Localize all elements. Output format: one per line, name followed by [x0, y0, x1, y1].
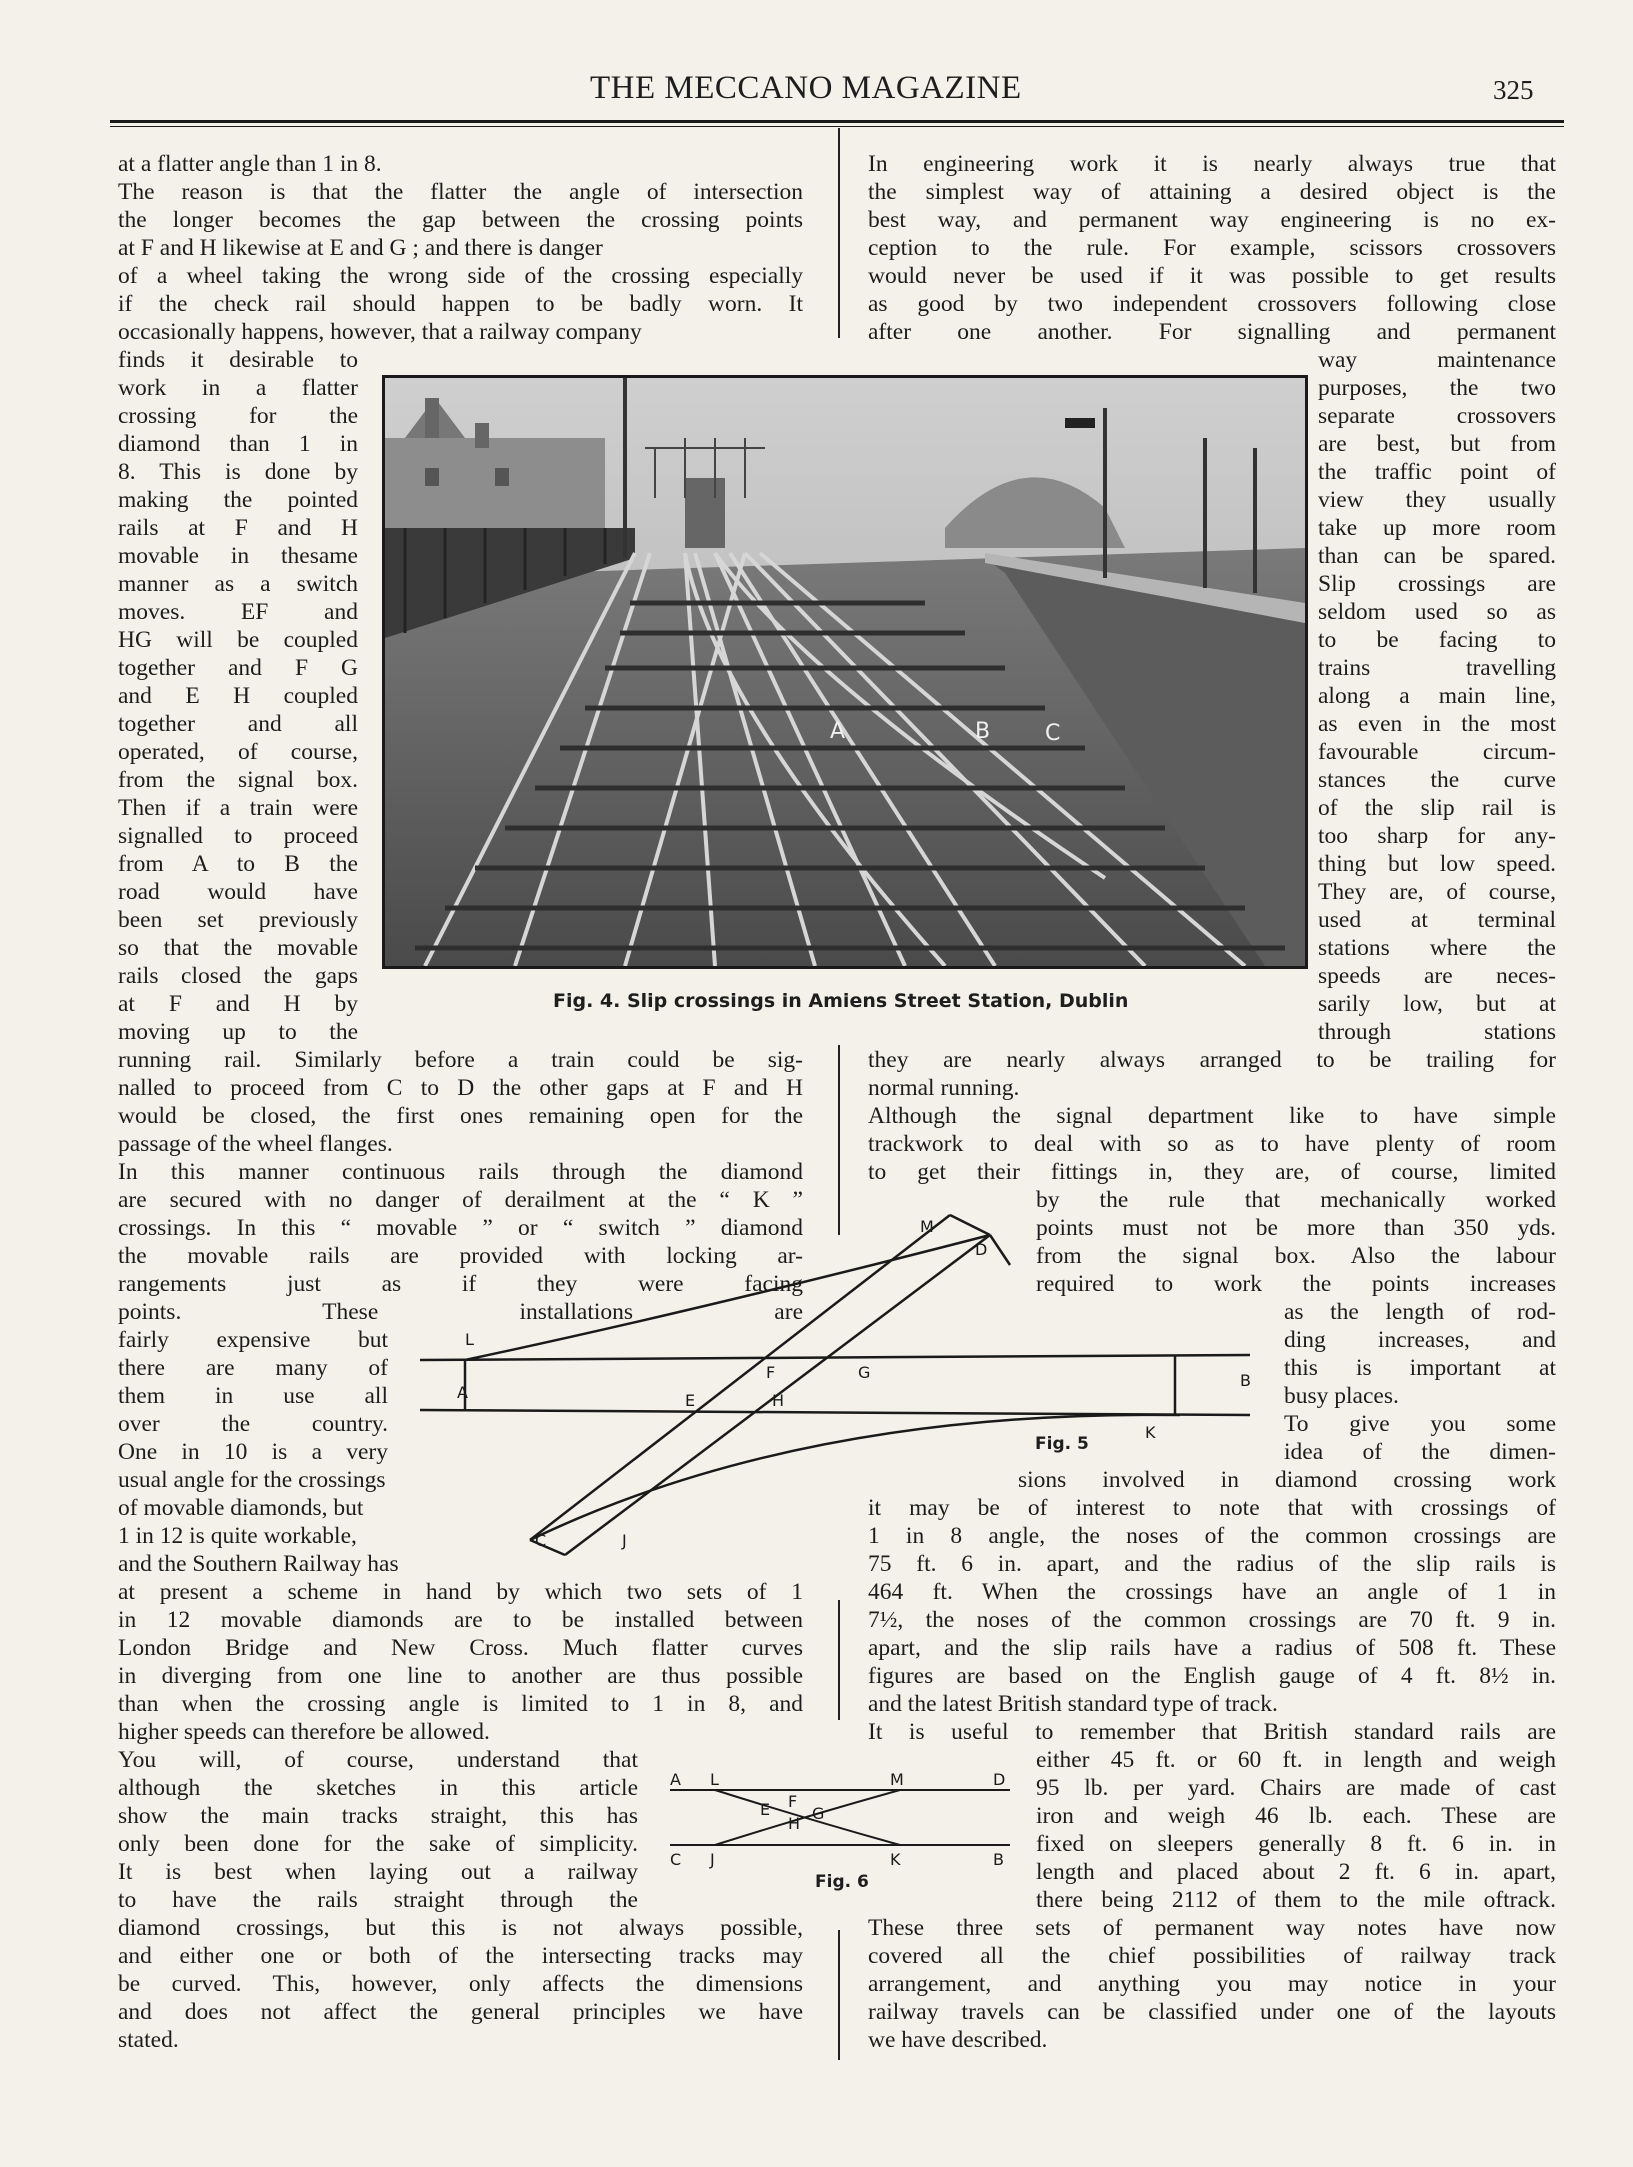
- text-line: diamond than 1 in: [118, 431, 358, 457]
- text-line: and the Southern Railway has: [118, 1551, 399, 1577]
- fig4-caption: Fig. 4. Slip crossings in Amiens Street Station, Dublin: [553, 990, 1129, 1012]
- text-line: fairly expensive but: [118, 1327, 388, 1353]
- fig5-label-k: K: [1145, 1423, 1156, 1442]
- text-line: the movable rails are provided with locking ar-: [118, 1243, 803, 1269]
- text-line: moves. EF and: [118, 599, 358, 625]
- text-line: the traffic point of: [1318, 459, 1556, 485]
- text-line: thing but low speed.: [1318, 851, 1556, 877]
- fig5-label-d: D: [975, 1240, 988, 1259]
- text-line: crossing for the: [118, 403, 358, 429]
- text-line: from A to B the: [118, 851, 358, 877]
- text-line: we have described.: [868, 2027, 1048, 2053]
- text-line: occasionally happens, however, that a railway company: [118, 319, 642, 345]
- text-line: over the country.: [118, 1411, 388, 1437]
- fig5-label-j: J: [622, 1531, 627, 1550]
- fig4-label-b: B: [975, 719, 991, 744]
- fig5-label-b: B: [1240, 1371, 1251, 1390]
- column-divider-lower: [838, 1600, 840, 1720]
- fig6-label-a: A: [670, 1770, 681, 1789]
- text-line: would be closed, the first ones remaining open for the: [118, 1103, 803, 1129]
- text-line: as the length of rod-: [1284, 1299, 1556, 1325]
- text-line: signalled to proceed: [118, 823, 358, 849]
- text-line: take up more room: [1318, 515, 1556, 541]
- fig6-label-f: F: [788, 1792, 798, 1811]
- text-line: there being 2112 of them to the mile oftrack.: [1036, 1887, 1556, 1913]
- text-line: required to work the points increases: [1036, 1271, 1556, 1297]
- text-line: are best, but from: [1318, 431, 1556, 457]
- fig5-label-c: C: [535, 1531, 547, 1550]
- text-line: 95 lb. per yard. Chairs are made of cast: [1036, 1775, 1556, 1801]
- text-line: been set previously: [118, 907, 358, 933]
- text-line: operated, of course,: [118, 739, 358, 765]
- text-line: trains travelling: [1318, 655, 1556, 681]
- text-line: length and placed about 2 ft. 6 in. apart,: [1036, 1859, 1556, 1885]
- fig5-label-f: F: [766, 1363, 776, 1382]
- text-line: They are, of course,: [1318, 879, 1556, 905]
- text-line: 1 in 8 angle, the noses of the common crossings are: [868, 1523, 1556, 1549]
- text-line: them in use all: [118, 1383, 388, 1409]
- text-line: along a main line,: [1318, 683, 1556, 709]
- text-line: You will, of course, understand that: [118, 1747, 638, 1773]
- text-line: as even in the most: [1318, 711, 1556, 737]
- text-line: best way, and permanent way engineering is no ex-: [868, 207, 1556, 233]
- fig6-caption: Fig. 6: [815, 1872, 869, 1892]
- text-line: too sharp for any-: [1318, 823, 1556, 849]
- text-line: from the signal box. Also the labour: [1036, 1243, 1556, 1269]
- text-line: HG will be coupled: [118, 627, 358, 653]
- text-line: seldom used so as: [1318, 599, 1556, 625]
- text-line: nalled to proceed from C to D the other gaps at F and H: [118, 1075, 803, 1101]
- text-line: stations where the: [1318, 935, 1556, 961]
- text-line: normal running.: [868, 1075, 1020, 1101]
- text-line: diamond crossings, but this is not always possible,: [118, 1915, 803, 1941]
- magazine-title: THE MECCANO MAGAZINE: [590, 70, 1022, 106]
- text-line: to be facing to: [1318, 627, 1556, 653]
- text-line: rangements just as if they were facing: [118, 1271, 803, 1297]
- fig4-photograph: [382, 375, 1308, 969]
- text-line: be curved. This, however, only affects the dimensions: [118, 1971, 803, 1997]
- text-line: to get their fittings in, they are, of course, limited: [868, 1159, 1556, 1185]
- text-line: One in 10 is a very: [118, 1439, 388, 1465]
- text-line: work in a flatter: [118, 375, 358, 401]
- text-line: passage of the wheel flanges.: [118, 1131, 393, 1157]
- text-line: busy places.: [1284, 1383, 1399, 1409]
- text-line: 464 ft. When the crossings have an angle of 1 in: [868, 1579, 1556, 1605]
- text-line: would never be used if it was possible to get results: [868, 263, 1556, 289]
- text-line: The reason is that the flatter the angle of intersection: [118, 179, 803, 205]
- text-line: idea of the dimen-: [1284, 1439, 1556, 1465]
- text-line: These three sets of permanent way notes have now: [868, 1915, 1556, 1941]
- text-line: either 45 ft. or 60 ft. in length and weigh: [1036, 1747, 1556, 1773]
- text-line: speeds are neces-: [1318, 963, 1556, 989]
- text-line: running rail. Similarly before a train could be sig-: [118, 1047, 803, 1073]
- text-line: than when the crossing angle is limited to 1 in 8, and: [118, 1691, 803, 1717]
- text-line: covered all the chief possibilities of railway track: [868, 1943, 1556, 1969]
- text-line: used at terminal: [1318, 907, 1556, 933]
- text-line: iron and weigh 46 lb. each. These are: [1036, 1803, 1556, 1829]
- text-line: making the pointed: [118, 487, 358, 513]
- text-line: In this manner continuous rails through the diamond: [118, 1159, 803, 1185]
- text-line: apart, and the slip rails have a radius of 508 ft. These: [868, 1635, 1556, 1661]
- text-line: To give you some: [1284, 1411, 1556, 1437]
- text-line: purposes, the two: [1318, 375, 1556, 401]
- text-line: Then if a train were: [118, 795, 358, 821]
- column-divider-mid: [838, 1045, 840, 1235]
- text-line: Although the signal department like to have simple: [868, 1103, 1556, 1129]
- page-number: 325: [1493, 75, 1534, 105]
- text-line: 8. This is done by: [118, 459, 358, 485]
- text-line: together and F G: [118, 655, 358, 681]
- text-line: the simplest way of attaining a desired object is the: [868, 179, 1556, 205]
- text-line: higher speeds can therefore be allowed.: [118, 1719, 490, 1745]
- text-line: so that the movable: [118, 935, 358, 961]
- text-line: only been done for the sake of simplicity.: [118, 1831, 638, 1857]
- text-line: at F and H by: [118, 991, 358, 1017]
- text-line: although the sketches in this article: [118, 1775, 638, 1801]
- fig5-label-a: A: [457, 1383, 468, 1402]
- text-line: separate crossovers: [1318, 403, 1556, 429]
- fig6-label-g: G: [812, 1804, 825, 1823]
- text-line: and either one or both of the intersecting tracks may: [118, 1943, 803, 1969]
- text-line: moving up to the: [118, 1019, 358, 1045]
- text-line: and the latest British standard type of track.: [868, 1691, 1278, 1717]
- fig4-label-c: C: [1045, 721, 1061, 746]
- fig4-label-a: A: [830, 719, 846, 744]
- text-line: stated.: [118, 2027, 179, 2053]
- text-line: road would have: [118, 879, 358, 905]
- text-line: In engineering work it is nearly always true that: [868, 151, 1556, 177]
- text-line: of movable diamonds, but: [118, 1495, 364, 1521]
- fig5-label-h: H: [772, 1391, 785, 1410]
- text-line: in 12 movable diamonds are to be installed between: [118, 1607, 803, 1633]
- text-line: Slip crossings are: [1318, 571, 1556, 597]
- text-line: It is useful to remember that British standard rails are: [868, 1719, 1556, 1745]
- header-rule-thin: [110, 126, 1564, 127]
- text-line: of a wheel taking the wrong side of the crossing especially: [118, 263, 803, 289]
- text-line: the longer becomes the gap between the crossing points: [118, 207, 803, 233]
- text-line: they are nearly always arranged to be trailing for: [868, 1047, 1556, 1073]
- text-line: crossings. In this “ movable ” or “ switch ” diamond: [118, 1215, 803, 1241]
- text-line: points. These installations are: [118, 1299, 803, 1325]
- text-line: rails at F and H: [118, 515, 358, 541]
- text-line: and E H coupled: [118, 683, 358, 709]
- text-line: after one another. For signalling and permanent: [868, 319, 1556, 345]
- text-line: 7½, the noses of the common crossings are 70 ft. 9 in.: [868, 1607, 1556, 1633]
- fig6-label-j: J: [710, 1850, 715, 1869]
- fig6-label-h: H: [788, 1814, 801, 1833]
- text-line: It is best when laying out a railway: [118, 1859, 638, 1885]
- text-line: and does not affect the general principles we have: [118, 1999, 803, 2025]
- text-line: points must not be more than 350 yds.: [1036, 1215, 1556, 1241]
- text-line: show the main tracks straight, this has: [118, 1803, 638, 1829]
- text-line: usual angle for the crossings: [118, 1467, 386, 1493]
- text-line: London Bridge and New Cross. Much flatter curves: [118, 1635, 803, 1661]
- fig5-label-e: E: [685, 1391, 696, 1410]
- fig5-label-m: M: [920, 1217, 934, 1236]
- fig5-label-g: G: [858, 1363, 871, 1382]
- column-divider-top: [838, 128, 840, 338]
- text-line: together and all: [118, 711, 358, 737]
- text-line: in diverging from one line to another are thus possible: [118, 1663, 803, 1689]
- fig5-label-l: L: [465, 1330, 474, 1349]
- text-line: rails closed the gaps: [118, 963, 358, 989]
- text-line: fixed on sleepers generally 8 ft. 6 in. in: [1036, 1831, 1556, 1857]
- text-line: at present a scheme in hand by which two sets of 1: [118, 1579, 803, 1605]
- text-line: at F and H likewise at E and G ; and there is danger: [118, 235, 603, 261]
- text-line: finds it desirable to: [118, 347, 358, 373]
- text-line: if the check rail should happen to be badly worn. It: [118, 291, 803, 317]
- text-line: trackwork to deal with so as to have plenty of room: [868, 1131, 1556, 1157]
- text-line: from the signal box.: [118, 767, 358, 793]
- fig6-label-b: B: [993, 1850, 1004, 1869]
- text-line: as good by two independent crossovers following close: [868, 291, 1556, 317]
- fig6-label-m: M: [890, 1770, 904, 1789]
- text-line: it may be of interest to note that with crossings of: [868, 1495, 1556, 1521]
- text-line: movable in thesame: [118, 543, 358, 569]
- text-line: than can be spared.: [1318, 543, 1556, 569]
- text-line: ception to the rule. For example, scissors crossovers: [868, 235, 1556, 261]
- header-rule: [110, 120, 1564, 123]
- text-line: by the rule that mechanically worked: [1036, 1187, 1556, 1213]
- text-line: at a flatter angle than 1 in 8.: [118, 151, 382, 177]
- text-line: 75 ft. 6 in. apart, and the radius of the slip rails is: [868, 1551, 1556, 1577]
- text-line: arrangement, and anything you may notice in your: [868, 1971, 1556, 1997]
- fig6-diagram: [660, 1765, 1020, 1875]
- text-line: there are many of: [118, 1355, 388, 1381]
- fig5-caption: Fig. 5: [1035, 1434, 1089, 1454]
- fig6-label-e: E: [760, 1800, 771, 1819]
- text-line: figures are based on the English gauge of 4 ft. 8½ in.: [868, 1663, 1556, 1689]
- fig6-label-k: K: [890, 1850, 901, 1869]
- text-line: view they usually: [1318, 487, 1556, 513]
- text-line: way maintenance: [1318, 347, 1556, 373]
- fig6-label-d: D: [993, 1770, 1006, 1789]
- fig5-diagram: [400, 1210, 1280, 1570]
- text-line: railway travels can be classified under one of the layouts: [868, 1999, 1556, 2025]
- text-line: 1 in 12 is quite workable,: [118, 1523, 357, 1549]
- text-line: of the slip rail is: [1318, 795, 1556, 821]
- text-line: ding increases, and: [1284, 1327, 1556, 1353]
- text-line: are secured with no danger of derailment at the “ K ”: [118, 1187, 803, 1213]
- text-line: this is important at: [1284, 1355, 1556, 1381]
- text-line: manner as a switch: [118, 571, 358, 597]
- text-line: sions involved in diamond crossing work: [1018, 1467, 1556, 1493]
- text-line: favourable circum-: [1318, 739, 1556, 765]
- text-line: stances the curve: [1318, 767, 1556, 793]
- column-divider-bottom: [838, 1930, 840, 2060]
- fig6-label-c: C: [670, 1850, 682, 1869]
- text-line: to have the rails straight through the: [118, 1887, 638, 1913]
- railway-photo-illustration: [385, 378, 1305, 966]
- fig6-label-l: L: [710, 1770, 719, 1789]
- text-line: through stations: [1318, 1019, 1556, 1045]
- text-line: sarily low, but at: [1318, 991, 1556, 1017]
